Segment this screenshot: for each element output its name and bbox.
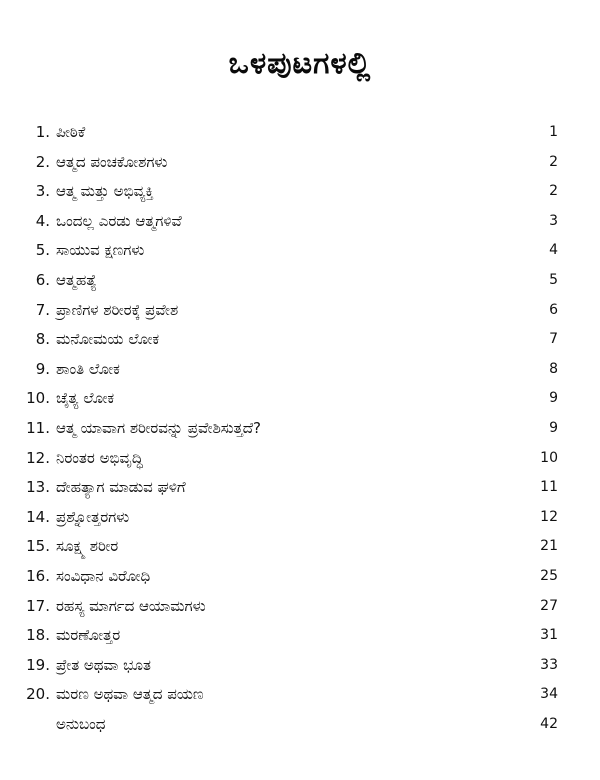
toc-entry [0,207,600,237]
toc-entry [0,118,600,148]
entry-number: 9. [35,359,50,378]
entry-title: ಪೀಠಿಕೆ [56,123,86,141]
toc-entry [0,562,600,592]
entry-number: 12. [26,448,50,467]
entry-number: 13. [26,478,50,497]
entry-number: 11. [26,418,50,437]
toc-entry [0,266,600,296]
toc-entry [0,592,600,622]
entry-page-number: 5 [549,271,558,288]
entry-number: 14. [26,507,50,526]
entry-page-number: 42 [540,715,558,732]
entry-title: ಮರಣ ಅಥವಾ ಆತ್ಮದ ಪಯಣ [56,685,204,704]
entry-title: ಪ್ರಶ್ನೋತ್ತರಗಳು [56,507,130,526]
toc-entry [0,414,600,444]
entry-page-number: 33 [540,656,558,673]
entry-title: ದೇಹತ್ಯಾಗ ಮಾಡುವ ಘಳಿಗೆ [56,478,186,497]
entry-number: 4. [35,211,50,230]
toc-entry [0,651,600,681]
entry-title: ಶಾಂತಿ ಲೋಕ [56,359,120,378]
entry-title: ಪ್ರಾಣಿಗಳ ಶರೀರಕ್ಕೆ ಪ್ರವೇಶ [56,300,179,319]
entry-title: ಆತ್ಮ ಮತ್ತು ಅಭಿವ್ಯಕ್ತಿ [56,182,154,201]
toc-entry [0,296,600,326]
entry-page-number: 3 [549,212,558,229]
entry-number: 2. [35,152,50,171]
entry-page-number: 8 [549,360,558,377]
toc-entry [0,473,600,503]
entry-page-number: 2 [549,183,558,200]
entry-number: 3. [35,182,50,201]
entry-page-number: 25 [540,567,558,584]
entry-title: ರಹಸ್ಯ ಮಾರ್ಗದ ಆಯಾಮಗಳು [56,596,206,615]
entry-number: 10. [26,389,50,408]
entry-number: 19. [26,655,50,674]
entry-title: ಸೂಕ್ಷ್ಮ ಶರೀರ [56,537,119,556]
entry-title: ನಿರಂತರ ಅಭಿವೃದ್ಧಿ [56,448,143,467]
toc-entry [0,325,600,355]
entry-title: ಒಂದಲ್ಲ ಎರಡು ಆತ್ಮಗಳಿವೆ [56,211,182,230]
toc-entry-appendix [0,710,600,740]
toc-entry [0,384,600,414]
entry-title: ಆತ್ಮದ ಪಂಚಕೋಶಗಳು [56,152,168,171]
entry-title: ಸಾಯುವ ಕ್ಷಣಗಳು [56,241,145,260]
entry-page-number: 34 [540,686,558,703]
entry-number: 8. [35,330,50,349]
entry-page-number: 1 [549,124,558,140]
toc-entry [0,148,600,178]
entry-title: ಪ್ರೇತ ಅಥವಾ ಭೂತ [56,655,151,674]
entry-number: 7. [35,300,50,319]
entry-page-number: 9 [549,419,558,436]
entry-number: 5. [35,241,50,260]
entry-title: ಮರಣೋತ್ತರ [56,626,121,645]
toc-entry [0,355,600,385]
toc-entry [0,444,600,474]
entry-title: ಆತ್ಮಹತ್ಯೆ [56,270,97,289]
entry-title: ಆತ್ಮ ಯಾವಾಗ ಶರೀರವನ್ನು ಪ್ರವೇಶಿಸುತ್ತದೆ? [56,418,262,437]
entry-title: ಚೈತ್ಯ ಲೋಕ [56,389,115,408]
entry-page-number: 6 [549,301,558,318]
entry-title: ಸಂವಿಧಾನ ವಿರೋಧಿ [56,566,151,585]
entry-page-number: 12 [540,508,558,525]
toc-entry [0,680,600,710]
table-of-contents [0,118,600,739]
toc-entry [0,177,600,207]
entry-page-number: 2 [549,153,558,170]
entry-page-number: 27 [540,597,558,614]
entry-number: 15. [26,537,50,556]
toc-entry [0,236,600,266]
entry-page-number: 11 [540,479,558,496]
entry-number: 20. [26,685,50,704]
entry-number: 17. [26,596,50,615]
entry-page-number: 10 [540,449,558,466]
entry-page-number: 9 [549,390,558,407]
entry-page-number: 31 [540,627,558,644]
entry-page-number: 4 [549,242,558,259]
entry-number: 16. [26,566,50,585]
entry-number: 18. [26,626,50,645]
toc-entry [0,621,600,651]
entry-page-number: 21 [540,538,558,555]
contents-title: ಒಳಪುಟಗಳಲ್ಲಿ [228,46,372,81]
entry-title: ಅನುಬಂಧ [56,714,106,733]
toc-entry [0,532,600,562]
entry-number: 6. [35,270,50,289]
toc-entry [0,503,600,533]
entry-page-number: 7 [549,331,558,348]
entry-number: 1. [35,123,50,141]
entry-title: ಮನೋಮಯ ಲೋಕ [56,330,160,349]
